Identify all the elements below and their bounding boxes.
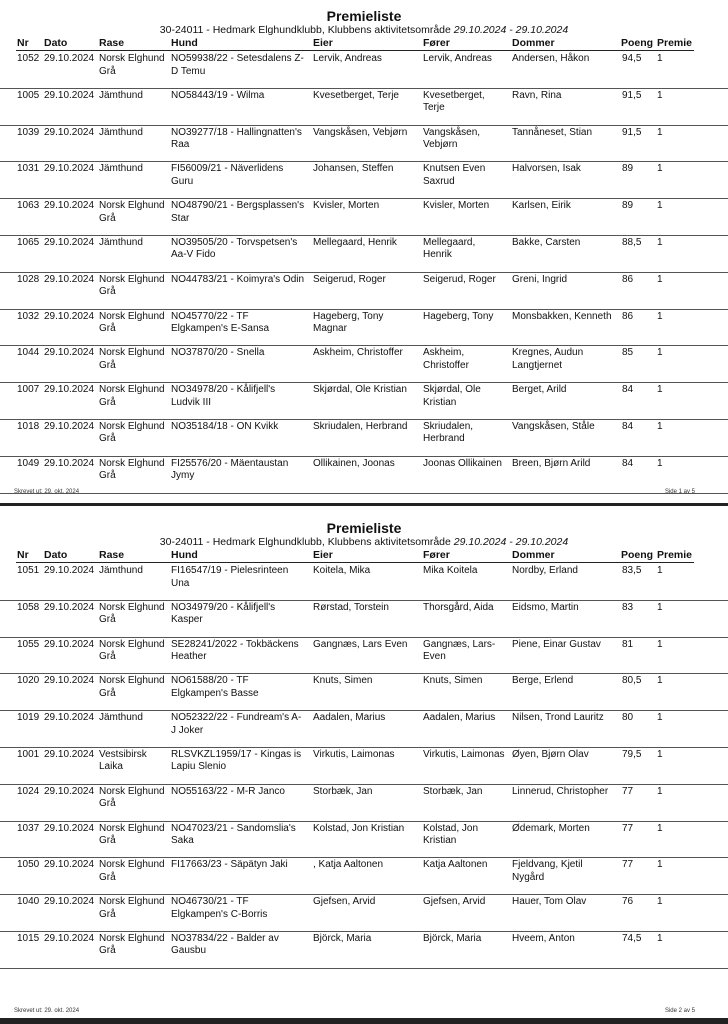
table-row [0,638,728,675]
cell-nr: 1015 [17,932,40,944]
table-header [0,37,728,51]
cell-nr: 1044 [17,347,40,359]
cell-premie: 1 [657,748,663,760]
cell-hund: NO35184/18 - ON Kvikk [171,420,279,432]
cell-poeng: 86 [622,273,634,285]
cell-premie: 1 [657,53,663,64]
subtitle-text: 30-24011 - Hedmark Elghundklubb, Klubbens aktivitetsområde [159,536,451,548]
cell-nr: 1065 [17,236,40,248]
cell-forer: Knutsen Even Saxrud [423,163,486,187]
cell-premie: 1 [657,859,663,871]
cell-rase: Norsk Elghund Grå [99,273,165,298]
column-header-dato: Dato [44,37,68,49]
table-row [0,310,728,347]
cell-poeng: 84 [622,420,634,432]
column-header-forer: Fører [423,549,450,561]
cell-forer: Skjørdal, Ole Kristian [423,384,481,408]
cell-rase: Jämthund [99,163,143,175]
column-header-eier: Eier [313,549,333,561]
cell-hund: NO37834/22 - Balder av Gausbu [171,932,279,957]
table-row [0,601,728,638]
cell-dato: 29.10.2024 [44,236,95,248]
cell-forer: Askheim, Christoffer [423,347,469,371]
cell-nr: 1032 [17,310,40,322]
cell-rase: Norsk Elghund Grå [99,347,165,371]
cell-nr: 1037 [17,822,40,834]
cell-eier: Kvesetberget, Terje [313,89,399,101]
column-header-poeng: Poeng [621,549,654,561]
cell-hund: NO47023/21 - Sandomslia's Saka [171,822,296,847]
cell-dato: 29.10.2024 [44,932,95,944]
cell-premie: 1 [657,601,663,613]
cell-forer: Björck, Maria [423,932,482,944]
cell-hund: NO44783/21 - Koimyra's Odin [171,273,305,285]
cell-nr: 1058 [17,601,40,613]
table-row [0,273,728,310]
cell-eier: Gjefsen, Arvid [313,896,376,908]
cell-hund: RLSVKZL1959/17 - Kingas is Lapiu Slenio [171,748,302,773]
subtitle-text: 30-24011 - Hedmark Elghundklubb, Klubbens aktivitetsområde [159,24,451,36]
page-subtitle [0,536,728,548]
cell-rase: Jämthund [99,236,143,248]
cell-rase: Norsk Elghund Grå [99,785,165,810]
cell-premie: 1 [657,200,663,212]
cell-hund: NO59938/22 - Setesdalens Z- D Temu [171,53,304,77]
cell-eier: Knuts, Simen [313,675,373,687]
cell-eier: Hageberg, Tony Magnar [313,310,384,335]
results-table [0,564,728,969]
cell-dato: 29.10.2024 [44,638,95,650]
column-header-premie: Premie [657,549,693,561]
column-header-dommer: Dommer [512,549,555,561]
cell-dato: 29.10.2024 [44,126,95,138]
cell-rase: Norsk Elghund Grå [99,53,165,77]
table-row [0,858,728,895]
cell-nr: 1007 [17,384,40,396]
cell-dato: 29.10.2024 [44,748,95,760]
cell-premie: 1 [657,420,663,432]
cell-forer: Kvesetberget, Terje [423,89,485,114]
cell-poeng: 88,5 [622,236,642,248]
cell-forer: Joonas Ollikainen [423,457,502,469]
cell-eier: Lervik, Andreas [313,53,382,64]
subtitle-dates: 29.10.2024 - 29.10.2024 [453,536,569,548]
page-subtitle [0,24,728,36]
cell-premie: 1 [657,932,663,944]
cell-rase: Jämthund [99,89,143,101]
cell-rase: Norsk Elghund Grå [99,457,165,482]
cell-dato: 29.10.2024 [44,785,95,797]
cell-premie: 1 [657,347,663,359]
cell-hund: NO46730/21 - TF Elgkampen's C-Borris [171,896,268,920]
cell-rase: Norsk Elghund Grå [99,822,165,847]
cell-hund: NO61588/20 - TF Elgkampen's Basse [171,675,259,699]
cell-forer: Gangnæs, Lars- Even [423,638,496,663]
cell-forer: Virkutis, Laimonas [423,748,505,760]
table-row [0,52,728,89]
page-title: Premieliste [326,520,402,536]
page-title: Premieliste [326,8,402,24]
cell-eier: , Katja Aaltonen [313,859,384,871]
cell-premie: 1 [657,822,663,834]
table-row [0,383,728,420]
table-row [0,785,728,822]
table-row [0,822,728,859]
cell-forer: Skriudalen, Herbrand [423,420,474,445]
cell-premie: 1 [657,236,663,248]
table-row [0,346,728,383]
cell-hund: NO58443/19 - Wilma [171,89,265,101]
cell-hund: FI16547/19 - Pielesrinteen Una [171,565,289,589]
cell-eier: Storbæk, Jan [313,785,373,797]
cell-poeng: 83 [622,601,634,613]
cell-premie: 1 [657,565,663,576]
cell-forer: Aadalen, Marius [423,712,496,724]
cell-rase: Vestsibirsk Laika [99,748,147,773]
cell-rase: Norsk Elghund Grå [99,932,165,957]
cell-poeng: 86 [622,310,634,322]
cell-forer: Seigerud, Roger [423,273,496,285]
cell-dommer: Kregnes, Audun Langtjernet [512,347,584,371]
cell-premie: 1 [657,273,663,285]
cell-rase: Norsk Elghund Grå [99,638,165,663]
table-row [0,236,728,273]
cell-hund: NO55163/22 - M-R Janco [171,785,285,797]
cell-dato: 29.10.2024 [44,457,95,469]
column-header-hund: Hund [171,549,198,561]
cell-poeng: 89 [622,200,634,212]
cell-hund: FI25576/20 - Mäentaustan Jymy [171,457,289,482]
cell-nr: 1052 [17,53,40,64]
cell-hund: NO37870/20 - Snella [171,347,265,359]
cell-nr: 1018 [17,420,40,432]
table-header [0,549,728,563]
cell-dato: 29.10.2024 [44,89,95,101]
cell-dato: 29.10.2024 [44,675,95,687]
cell-nr: 1063 [17,200,40,212]
table-row [0,162,728,199]
cell-dato: 29.10.2024 [44,859,95,871]
cell-hund: SE28241/2022 - Tokbäckens Heather [171,638,299,663]
cell-eier: Askheim, Christoffer [313,347,403,359]
cell-rase: Norsk Elghund Grå [99,384,165,408]
cell-eier: Seigerud, Roger [313,273,386,285]
cell-nr: 1055 [17,638,40,650]
cell-dommer: Tannåneset, Stian [512,126,593,138]
cell-dato: 29.10.2024 [44,384,95,396]
cell-poeng: 77 [622,859,634,871]
cell-nr: 1040 [17,896,40,908]
column-header-forer: Fører [423,37,450,49]
header-divider [16,50,694,51]
cell-poeng: 84 [622,457,634,469]
cell-dato: 29.10.2024 [44,347,95,359]
cell-poeng: 94,5 [622,53,642,64]
cell-dommer: Linnerud, Christopher [512,785,609,797]
table-row [0,457,728,494]
cell-eier: Rørstad, Torstein [313,601,389,613]
cell-dommer: Fjeldvang, Kjetil Nygård [512,859,583,883]
cell-dommer: Eidsmo, Martin [512,601,579,613]
table-row [0,199,728,236]
cell-dommer: Berget, Arild [512,384,567,396]
cell-dato: 29.10.2024 [44,712,95,724]
cell-rase: Jämthund [99,565,143,576]
cell-nr: 1050 [17,859,40,871]
cell-dommer: Hauer, Tom Olav [512,896,587,908]
table-row [0,126,728,163]
cell-premie: 1 [657,712,663,724]
cell-dato: 29.10.2024 [44,565,95,576]
cell-dato: 29.10.2024 [44,896,95,908]
table-row [0,674,728,711]
cell-poeng: 80 [622,712,634,724]
cell-dommer: Berge, Erlend [512,675,574,687]
header-divider [16,562,694,563]
cell-poeng: 89 [622,163,634,175]
cell-premie: 1 [657,638,663,650]
cell-nr: 1028 [17,273,40,285]
column-header-premie: Premie [657,37,693,49]
column-header-nr: Nr [17,549,29,561]
cell-dommer: Nordby, Erland [512,565,578,576]
cell-forer: Storbæk, Jan [423,785,483,797]
cell-eier: Ollikainen, Joonas [313,457,395,469]
cell-dommer: Vangskåsen, Ståle [512,420,595,432]
cell-dato: 29.10.2024 [44,601,95,613]
cell-hund: NO52322/22 - Fundream's A- J Joker [171,712,302,736]
cell-premie: 1 [657,785,663,797]
cell-eier: Mellegaard, Henrik [313,236,397,248]
cell-dommer: Monsbakken, Kenneth [512,310,612,322]
cell-poeng: 84 [622,384,634,396]
table-row [0,89,728,126]
cell-eier: Skriudalen, Herbrand [313,420,408,432]
bottom-edge [0,1018,728,1024]
cell-rase: Norsk Elghund Grå [99,310,165,335]
cell-dato: 29.10.2024 [44,822,95,834]
cell-nr: 1020 [17,675,40,687]
cell-hund: FI56009/21 - Näverlidens Guru [171,163,284,187]
cell-dato: 29.10.2024 [44,200,95,212]
cell-nr: 1049 [17,457,40,469]
cell-dato: 29.10.2024 [44,273,95,285]
cell-rase: Norsk Elghund Grå [99,200,165,224]
cell-premie: 1 [657,126,663,138]
cell-poeng: 80,5 [622,675,642,687]
table-row [0,564,728,601]
cell-dommer: Øyen, Bjørn Olav [512,748,589,760]
cell-rase: Jämthund [99,712,143,724]
cell-dommer: Ødemark, Morten [512,822,590,834]
document-page-1 [0,0,728,500]
cell-eier: Skjørdal, Ole Kristian [313,384,407,396]
document-page-2 [0,512,728,1022]
cell-forer: Gjefsen, Arvid [423,896,486,908]
cell-nr: 1019 [17,712,40,724]
cell-nr: 1005 [17,89,40,101]
column-header-nr: Nr [17,37,29,49]
cell-poeng: 83,5 [622,565,642,576]
cell-poeng: 85 [622,347,634,359]
cell-premie: 1 [657,163,663,175]
cell-dommer: Breen, Bjørn Arild [512,457,591,469]
print-date: Skrevet ut: 29. okt. 2024 [14,1008,80,1014]
cell-dommer: Ravn, Rina [512,89,562,101]
cell-premie: 1 [657,675,663,687]
cell-dommer: Karlsen, Eirik [512,200,571,212]
cell-hund: FI17663/23 - Säpätyn Jaki [171,859,288,871]
cell-hund: NO34979/20 - Kålifjell's Kasper [171,601,276,626]
cell-dommer: Bakke, Carsten [512,236,581,248]
cell-nr: 1051 [17,565,40,576]
cell-eier: Vangskåsen, Vebjørn [313,126,408,138]
cell-poeng: 79,5 [622,748,642,760]
cell-forer: Vangskåsen, Vebjørn [423,126,481,151]
cell-dato: 29.10.2024 [44,53,95,64]
cell-poeng: 91,5 [622,89,642,101]
cell-premie: 1 [657,89,663,101]
column-header-eier: Eier [313,37,333,49]
cell-eier: Kolstad, Jon Kristian [313,822,405,834]
table-row [0,932,728,969]
cell-rase: Norsk Elghund Grå [99,601,165,626]
cell-hund: NO34978/20 - Kålifjell's Ludvik III [171,384,276,408]
page-number: Side 2 av 5 [664,1008,695,1014]
cell-poeng: 91,5 [622,126,642,138]
cell-hund: NO45770/22 - TF Elgkampen's E-Sansa [171,310,270,335]
cell-poeng: 81 [622,638,634,650]
cell-eier: Gangnæs, Lars Even [313,638,408,650]
column-header-poeng: Poeng [621,37,654,49]
cell-forer: Kvisler, Morten [423,200,490,212]
page-number: Side 1 av 5 [664,489,695,495]
cell-poeng: 77 [622,822,634,834]
cell-premie: 1 [657,457,663,469]
cell-forer: Katja Aaltonen [423,859,488,871]
cell-poeng: 76 [622,896,634,908]
cell-dato: 29.10.2024 [44,163,95,175]
column-header-rase: Rase [99,549,125,561]
table-row [0,420,728,457]
table-row [0,711,728,748]
cell-dommer: Nilsen, Trond Lauritz [512,712,604,724]
cell-dommer: Hveem, Anton [512,932,575,944]
table-row [0,895,728,932]
cell-dato: 29.10.2024 [44,310,95,322]
cell-rase: Norsk Elghund Grå [99,859,165,883]
cell-dommer: Greni, Ingrid [512,273,568,285]
cell-dommer: Andersen, Håkon [512,53,590,64]
cell-rase: Norsk Elghund Grå [99,896,165,920]
cell-nr: 1031 [17,163,40,175]
print-date: Skrevet ut: 29. okt. 2024 [14,489,80,495]
cell-eier: Kvisler, Morten [313,200,380,212]
cell-nr: 1039 [17,126,40,138]
cell-nr: 1024 [17,785,40,797]
cell-dommer: Halvorsen, Isak [512,163,581,175]
results-table [0,52,728,494]
cell-eier: Koitela, Mika [313,565,371,576]
cell-premie: 1 [657,384,663,396]
cell-hund: NO39277/18 - Hallingnatten's Raa [171,126,302,151]
cell-eier: Johansen, Steffen [313,163,394,175]
cell-forer: Hageberg, Tony [423,310,494,322]
column-header-dato: Dato [44,549,68,561]
cell-eier: Björck, Maria [313,932,372,944]
column-header-dommer: Dommer [512,37,555,49]
cell-premie: 1 [657,896,663,908]
cell-poeng: 74,5 [622,932,642,944]
cell-eier: Aadalen, Marius [313,712,386,724]
cell-forer: Lervik, Andreas [423,53,492,64]
cell-forer: Mellegaard, Henrik [423,236,476,261]
cell-poeng: 77 [622,785,634,797]
table-row [0,748,728,785]
column-header-hund: Hund [171,37,198,49]
cell-hund: NO48790/21 - Bergsplassen's Star [171,200,305,224]
cell-rase: Jämthund [99,126,143,138]
cell-forer: Mika Koitela [423,565,478,576]
cell-premie: 1 [657,310,663,322]
cell-rase: Norsk Elghund Grå [99,420,165,445]
cell-dato: 29.10.2024 [44,420,95,432]
cell-forer: Thorsgård, Aida [423,601,494,613]
cell-hund: NO39505/20 - Torvspetsen's Aa-V Fido [171,236,298,261]
cell-forer: Kolstad, Jon Kristian [423,822,479,847]
cell-eier: Virkutis, Laimonas [313,748,395,760]
column-header-rase: Rase [99,37,125,49]
cell-dommer: Piene, Einar Gustav [512,638,601,650]
page-separator [0,500,728,512]
cell-rase: Norsk Elghund Grå [99,675,165,699]
subtitle-dates: 29.10.2024 - 29.10.2024 [453,24,569,36]
cell-nr: 1001 [17,748,40,760]
cell-forer: Knuts, Simen [423,675,483,687]
